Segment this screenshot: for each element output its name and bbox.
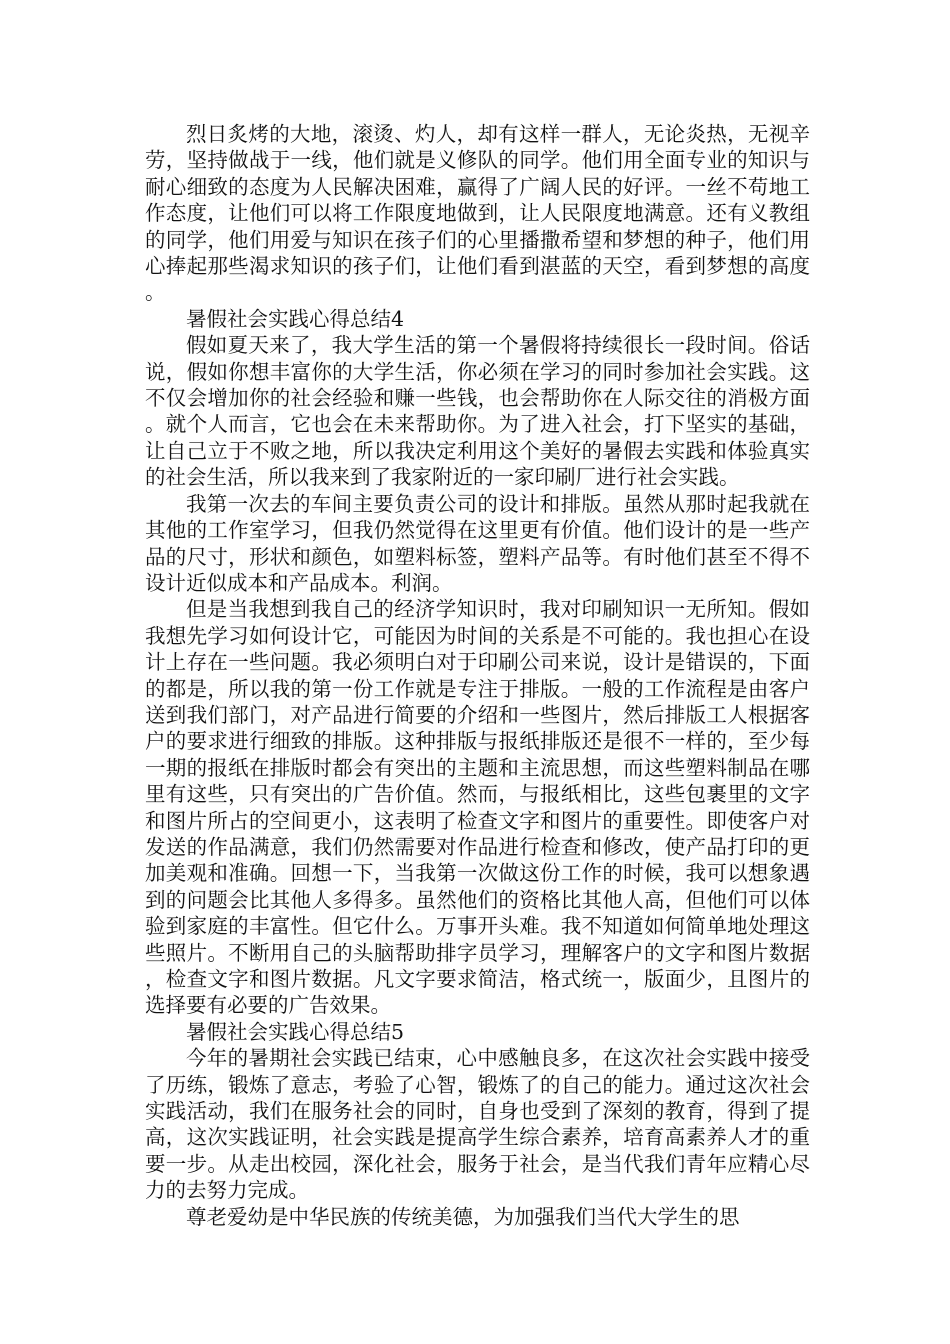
section-heading-5: 暑假社会实践心得总结5 (186, 1019, 405, 1044)
section-heading-4: 暑假社会实践心得总结4 (186, 306, 405, 331)
paragraph-volunteer-summary: 烈日炙烤的大地，滚烫、灼人，却有这样一群人，无论炎热，无视辛劳，坚持做战于一线，他们就是义修队的同学。他们用全面专业的知识与耐心细致的态度为人民解决困难，赢得了广阔人民的好评。一丝不苟地工作态度，让他们可以将工作限度地做到，让人民限度地满意。还有义教组的同学，他们用爱与知识在孩子们的心里播撒希望和梦想的种子，他们用心捧起那些渴求知识的孩子们，让他们看到湛蓝的天空，看到梦想的高度。 (145, 122, 810, 305)
paragraph-typesetting-work: 但是当我想到我自己的经济学知识时，我对印刷知识一无所知。假如我想先学习如何设计它，可能因为时间的关系是不可能的。我也担心在设计上存在一些问题。我必须明白对于印刷公司来说，设计是错误的，下面的都是，所以我的第一份工作就是专注于排版。一般的工作流程是由客户送到我们部门，对产品进行简要的介绍和一些图片，然后排版工人根据客户的要求进行细致的排版。这种排版与报纸排版还是很不一样的，至少每一期的报纸在排版时都会有突出的主题和主流思想，而这些塑料制品在哪里有这些，只有突出的广告价值。然而，与报纸相比，这些包裹里的文字和图片所占的空间更小，这表明了检查文字和图片的重要性。即使客户对发送的作品满意，我们仍然需要对作品进行检查和修改，使产品打印的更加美观和准确。回想一下，当我第一次做这份工作的时候，我可以想象遇到的问题会比其他人多得多。虽然他们的资格比其他人高，但他们可以体验到家庭的丰富性。但它什么。万事开头难。我不知道如何简单地处理这些照片。不断用自己的头脑帮助排字员学习，理解客户的文字和图片数据，检查文字和图片数据。凡文字要求简洁，格式统一，版面少，且图片的选择要有必要的广告效果。 (145, 597, 810, 1018)
paragraph-respect-elders: 尊老爱幼是中华民族的传统美德，为加强我们当代大学生的思 (186, 1204, 740, 1229)
paragraph-summer-intro: 假如夏天来了，我大学生活的第一个暑假将持续很长一段时间。俗话说，假如你想丰富你的大学生活，你必须在学习的同时参加社会实践。这不仅会增加你的社会经验和赚一些钱，也会帮助你在人际交往的消极方面。就个人而言，它也会在未来帮助你。为了进入社会，打下坚实的基础，让自己立于不败之地，所以我决定利用这个美好的暑假去实践和体验真实的社会生活，所以我来到了我家附近的一家印刷厂进行社会实践。 (145, 333, 810, 490)
paragraph-design-workshop: 我第一次去的车间主要负责公司的设计和排版。虽然从那时起我就在其他的工作室学习，但我仍然觉得在这里更有价值。他们设计的是一些产品的尺寸，形状和颜色，如塑料标签，塑料产品等。有时他们甚至不得不设计近似成本和产品成本。利润。 (145, 491, 810, 595)
paragraph-practice-reflection: 今年的暑期社会实践已结束，心中感触良多，在这次社会实践中接受了历练，锻炼了意志，考验了心智，锻炼了的自己的能力。通过这次社会实践活动，我们在服务社会的同时，自身也受到了深刻的教育，得到了提高，这次实践证明，社会实践是提高学生综合素养，培育高素养人才的重要一步。从走出校园，深化社会，服务于社会，是当代我们青年应精心尽力的去努力完成。 (145, 1046, 810, 1203)
document-page (145, 121, 810, 1230)
